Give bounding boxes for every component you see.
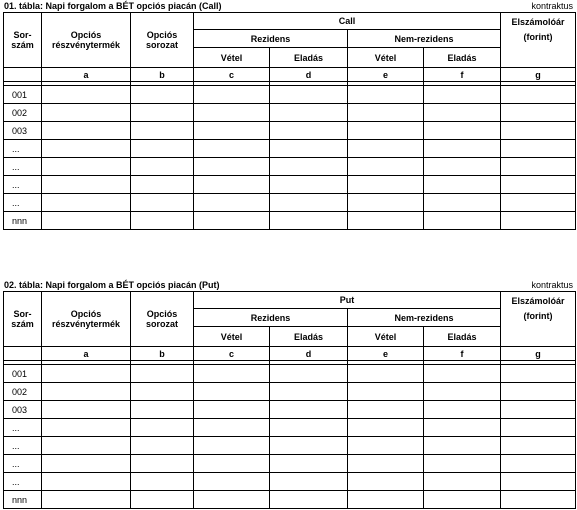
data-cell[interactable] [501, 158, 576, 176]
data-cell[interactable] [270, 401, 348, 419]
data-cell[interactable] [194, 194, 270, 212]
row-number: ... [4, 473, 42, 491]
column-letter: d [270, 68, 348, 82]
data-cell[interactable] [270, 86, 348, 104]
header-nonresident-buy: Vétel [348, 327, 424, 347]
data-cell[interactable] [501, 419, 576, 437]
column-letter: f [424, 347, 501, 361]
header-resident-sell: Eladás [270, 48, 348, 68]
data-cell[interactable] [348, 140, 424, 158]
table-row [4, 455, 576, 473]
header-resident-sell: Eladás [270, 327, 348, 347]
header-nonresident: Nem-rezidens [348, 30, 501, 48]
data-cell[interactable] [270, 419, 348, 437]
data-cell[interactable] [348, 104, 424, 122]
data-cell[interactable] [270, 455, 348, 473]
data-cell[interactable] [270, 491, 348, 509]
data-cell[interactable] [42, 401, 131, 419]
row-number: ... [4, 158, 42, 176]
data-cell[interactable] [424, 158, 501, 176]
data-cell[interactable] [424, 455, 501, 473]
unit-label: kontraktus [531, 1, 573, 11]
data-cell[interactable] [42, 455, 131, 473]
data-cell[interactable] [42, 491, 131, 509]
header-group: Put [194, 292, 501, 309]
data-cell[interactable] [42, 419, 131, 437]
data-cell[interactable] [42, 473, 131, 491]
row-number: 002 [4, 383, 42, 401]
data-cell[interactable] [501, 455, 576, 473]
header-sorszam: Sor-szám [4, 292, 42, 347]
column-letter: g [501, 347, 576, 361]
data-cell[interactable] [424, 104, 501, 122]
table-block-call [0, 0, 577, 226]
data-cell[interactable] [194, 212, 270, 230]
data-cell[interactable] [424, 365, 501, 383]
data-cell[interactable] [42, 194, 131, 212]
data-cell[interactable] [501, 437, 576, 455]
data-cell[interactable] [424, 473, 501, 491]
data-cell[interactable] [194, 86, 270, 104]
data-cell[interactable] [42, 104, 131, 122]
header-nonresident-sell: Eladás [424, 327, 501, 347]
column-letter: g [501, 68, 576, 82]
data-cell[interactable] [131, 401, 194, 419]
row-number: nnn [4, 491, 42, 509]
data-cell[interactable] [42, 212, 131, 230]
data-table [3, 291, 576, 509]
row-number: ... [4, 419, 42, 437]
caption-row [0, 0, 577, 12]
table-row [4, 437, 576, 455]
data-cell[interactable] [194, 437, 270, 455]
data-cell[interactable] [270, 158, 348, 176]
column-letter: e [348, 347, 424, 361]
column-letter: e [348, 68, 424, 82]
unit-label: kontraktus [531, 280, 573, 290]
data-cell[interactable] [194, 419, 270, 437]
data-cell[interactable] [501, 212, 576, 230]
data-cell[interactable] [194, 104, 270, 122]
data-cell[interactable] [131, 104, 194, 122]
data-cell[interactable] [348, 158, 424, 176]
header-series: Opciós sorozat [131, 13, 194, 68]
data-cell[interactable] [194, 176, 270, 194]
data-cell[interactable] [501, 491, 576, 509]
data-cell[interactable] [131, 419, 194, 437]
data-cell[interactable] [42, 437, 131, 455]
header-resident-buy: Vétel [194, 327, 270, 347]
header-nonresident-sell: Eladás [424, 48, 501, 68]
data-cell[interactable] [131, 455, 194, 473]
data-cell[interactable] [42, 140, 131, 158]
table-row [4, 86, 576, 104]
column-letter: c [194, 347, 270, 361]
header-price: Elszámolóár (forint) [501, 13, 576, 68]
data-cell[interactable] [131, 140, 194, 158]
data-cell[interactable] [501, 140, 576, 158]
data-cell[interactable] [194, 365, 270, 383]
data-cell[interactable] [270, 473, 348, 491]
data-cell[interactable] [348, 212, 424, 230]
header-product: Opciós részvénytermék [42, 292, 131, 347]
row-number: 001 [4, 365, 42, 383]
table-row [4, 140, 576, 158]
data-cell[interactable] [270, 194, 348, 212]
data-cell[interactable] [348, 122, 424, 140]
table-row [4, 104, 576, 122]
data-cell[interactable] [348, 176, 424, 194]
data-cell[interactable] [194, 122, 270, 140]
data-cell[interactable] [270, 122, 348, 140]
header-nonresident: Nem-rezidens [348, 309, 501, 327]
data-cell[interactable] [42, 122, 131, 140]
data-cell[interactable] [42, 383, 131, 401]
table-row [4, 365, 576, 383]
header-product: Opciós részvénytermék [42, 13, 131, 68]
data-cell[interactable] [424, 122, 501, 140]
data-table [3, 12, 576, 230]
table-caption: 02. tábla: Napi forgalom a BÉT opciós piacán (Put) [4, 280, 220, 290]
letter-cell-blank [4, 68, 42, 82]
data-cell[interactable] [501, 122, 576, 140]
row-number: ... [4, 194, 42, 212]
data-cell[interactable] [194, 401, 270, 419]
header-resident-buy: Vétel [194, 48, 270, 68]
data-cell[interactable] [270, 383, 348, 401]
data-cell[interactable] [131, 491, 194, 509]
data-cell[interactable] [424, 401, 501, 419]
header-resident: Rezidens [194, 309, 348, 327]
data-cell[interactable] [131, 212, 194, 230]
data-cell[interactable] [424, 491, 501, 509]
row-number: ... [4, 140, 42, 158]
column-letter: c [194, 68, 270, 82]
data-cell[interactable] [42, 158, 131, 176]
data-cell[interactable] [424, 383, 501, 401]
data-cell[interactable] [194, 455, 270, 473]
data-cell[interactable] [194, 473, 270, 491]
data-cell[interactable] [194, 140, 270, 158]
data-cell[interactable] [194, 158, 270, 176]
data-cell[interactable] [348, 194, 424, 212]
data-cell[interactable] [270, 176, 348, 194]
data-cell[interactable] [424, 140, 501, 158]
column-letter: a [42, 68, 131, 82]
row-number: ... [4, 455, 42, 473]
data-cell[interactable] [194, 383, 270, 401]
data-cell[interactable] [131, 176, 194, 194]
data-cell[interactable] [131, 473, 194, 491]
table-caption: 01. tábla: Napi forgalom a BÉT opciós piacán (Call) [4, 1, 222, 11]
data-cell[interactable] [501, 176, 576, 194]
data-cell[interactable] [348, 383, 424, 401]
data-cell[interactable] [131, 365, 194, 383]
table-row [4, 212, 576, 230]
data-cell[interactable] [42, 176, 131, 194]
data-cell[interactable] [42, 86, 131, 104]
column-letter: d [270, 347, 348, 361]
data-cell[interactable] [131, 194, 194, 212]
data-cell[interactable] [424, 419, 501, 437]
table-row [4, 158, 576, 176]
table-block-put [0, 279, 577, 505]
data-cell[interactable] [424, 212, 501, 230]
column-letter: b [131, 347, 194, 361]
row-number: ... [4, 437, 42, 455]
data-cell[interactable] [501, 86, 576, 104]
data-cell[interactable] [194, 491, 270, 509]
header-nonresident-buy: Vétel [348, 48, 424, 68]
column-letter: a [42, 347, 131, 361]
header-resident: Rezidens [194, 30, 348, 48]
data-cell[interactable] [270, 104, 348, 122]
data-cell[interactable] [348, 491, 424, 509]
data-cell[interactable] [348, 365, 424, 383]
data-cell[interactable] [424, 86, 501, 104]
data-cell[interactable] [131, 383, 194, 401]
data-cell[interactable] [501, 401, 576, 419]
caption-row [0, 279, 577, 291]
data-cell[interactable] [424, 437, 501, 455]
column-letter: f [424, 68, 501, 82]
row-number: 003 [4, 401, 42, 419]
table-row [4, 401, 576, 419]
data-cell[interactable] [270, 212, 348, 230]
row-number: 001 [4, 86, 42, 104]
data-cell[interactable] [424, 176, 501, 194]
header-price: Elszámolóár (forint) [501, 292, 576, 347]
column-letter: b [131, 68, 194, 82]
data-cell[interactable] [501, 104, 576, 122]
data-cell[interactable] [348, 86, 424, 104]
data-cell[interactable] [270, 437, 348, 455]
data-cell[interactable] [270, 140, 348, 158]
data-cell[interactable] [501, 383, 576, 401]
data-cell[interactable] [131, 122, 194, 140]
row-number: 002 [4, 104, 42, 122]
data-cell[interactable] [131, 158, 194, 176]
data-cell[interactable] [424, 194, 501, 212]
data-cell[interactable] [131, 437, 194, 455]
table-row [4, 419, 576, 437]
table-row [4, 194, 576, 212]
data-cell[interactable] [131, 86, 194, 104]
data-cell[interactable] [501, 365, 576, 383]
row-number: 003 [4, 122, 42, 140]
data-cell[interactable] [348, 473, 424, 491]
data-cell[interactable] [42, 365, 131, 383]
table-row [4, 491, 576, 509]
letter-cell-blank [4, 347, 42, 361]
table-row [4, 122, 576, 140]
data-cell[interactable] [348, 419, 424, 437]
data-cell[interactable] [270, 365, 348, 383]
table-row [4, 176, 576, 194]
data-cell[interactable] [501, 473, 576, 491]
header-series: Opciós sorozat [131, 292, 194, 347]
data-cell[interactable] [348, 437, 424, 455]
header-group: Call [194, 13, 501, 30]
header-sorszam: Sor-szám [4, 13, 42, 68]
table-row [4, 473, 576, 491]
row-number: ... [4, 176, 42, 194]
data-cell[interactable] [501, 194, 576, 212]
data-cell[interactable] [348, 401, 424, 419]
table-row [4, 383, 576, 401]
data-cell[interactable] [348, 455, 424, 473]
row-number: nnn [4, 212, 42, 230]
